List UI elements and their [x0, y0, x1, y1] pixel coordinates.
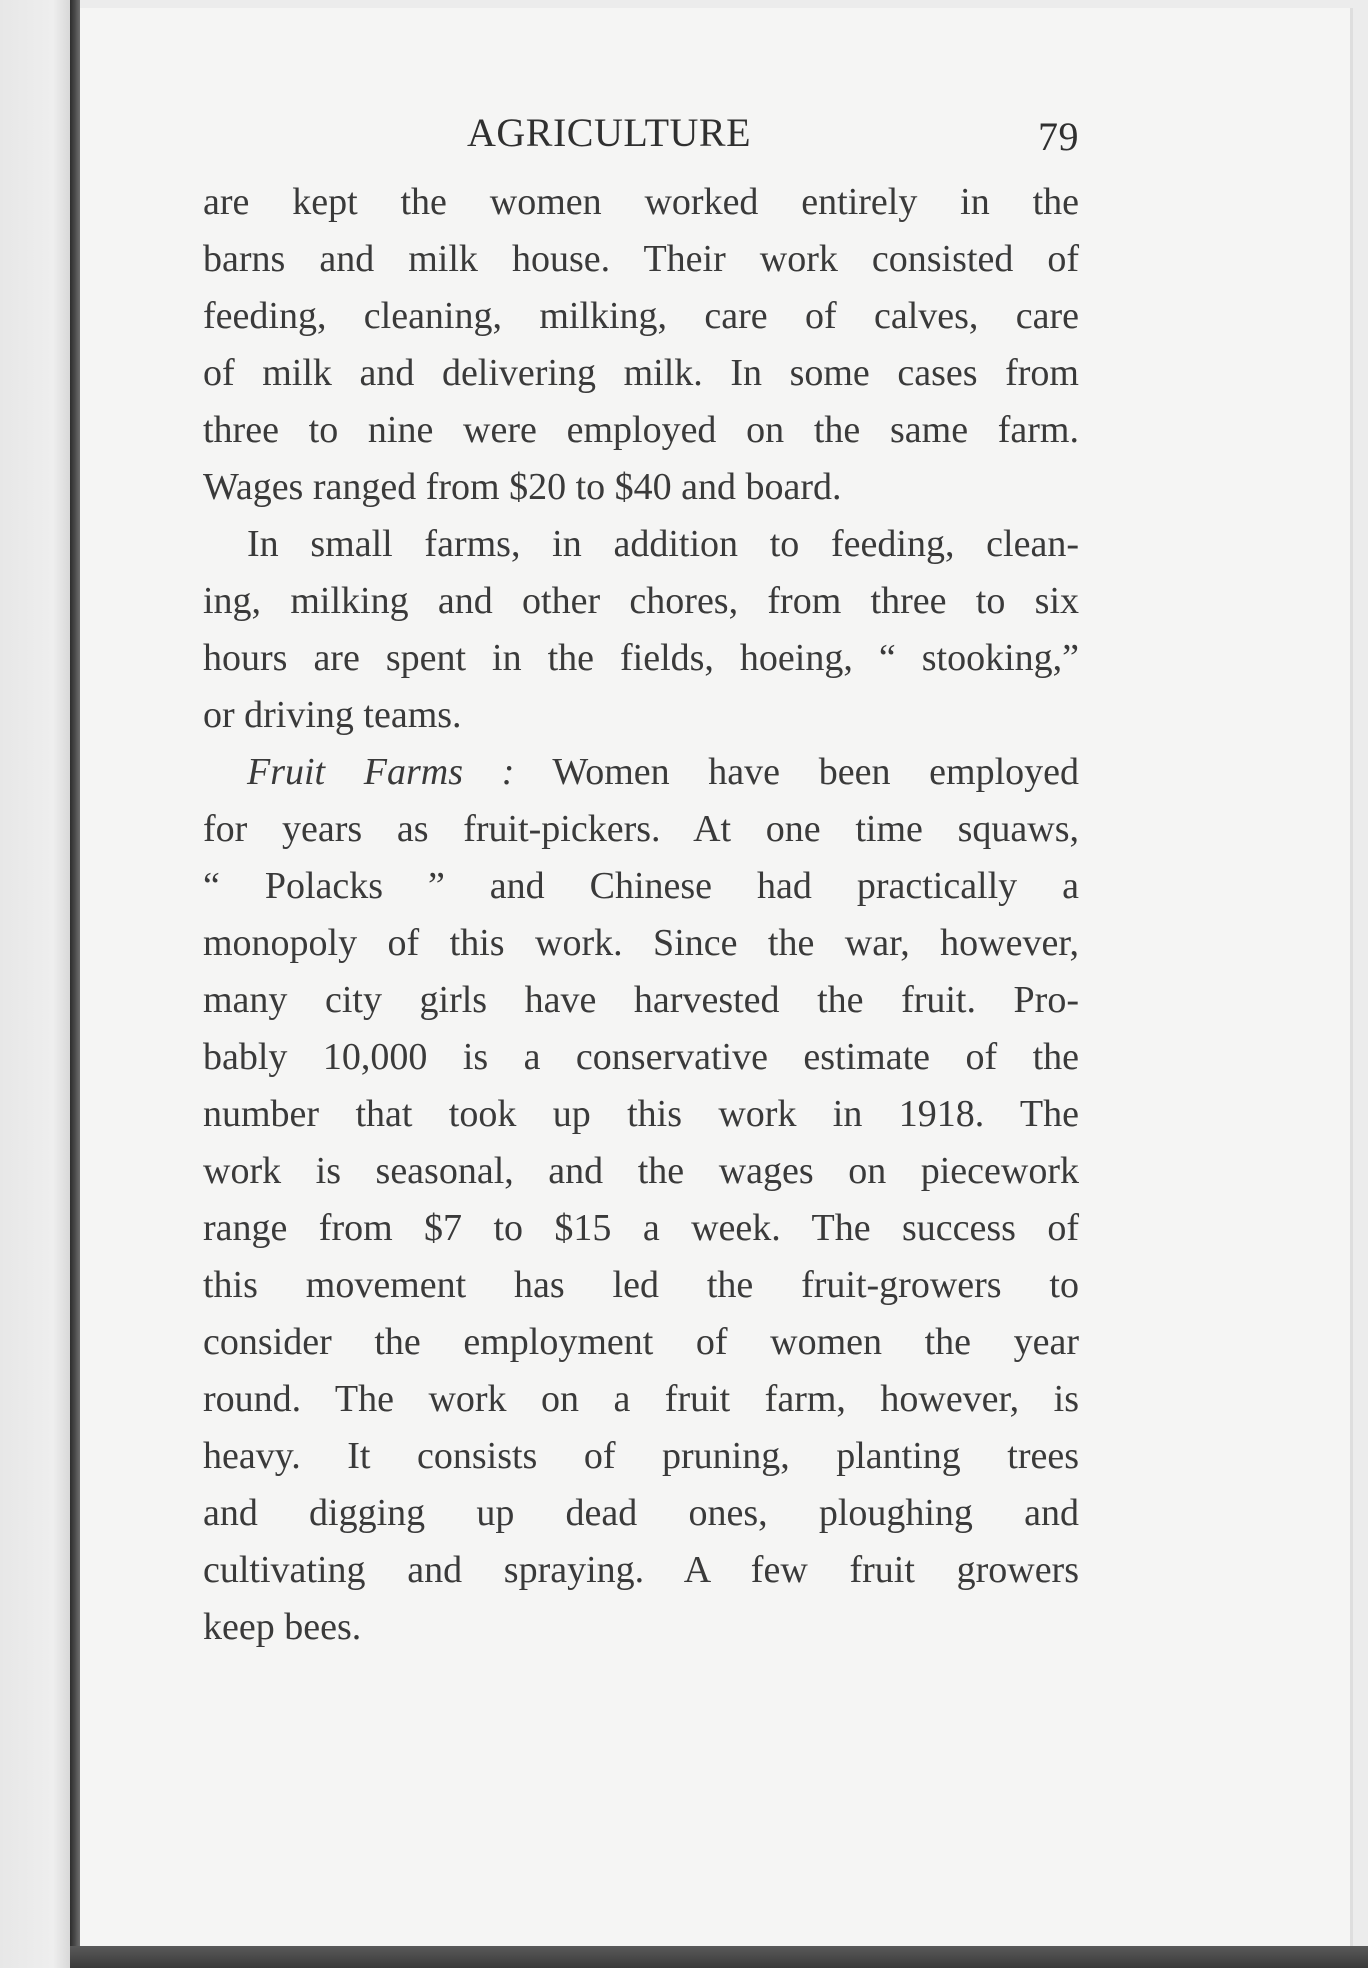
text-line: this movement has led the fruit-growers to: [203, 1264, 1079, 1306]
paragraph-3: [203, 744, 1079, 1656]
text-line: round. The work on a fruit farm, however, is: [203, 1378, 1079, 1420]
text-line: heavy. It consists of pruning, planting trees: [203, 1435, 1079, 1477]
text-line: range from $7 to $15 a week. The success of: [203, 1207, 1079, 1249]
text-line: In small farms, in addition to feeding, clean-: [247, 523, 1079, 565]
text-line: bably 10,000 is a conservative estimate of the: [203, 1036, 1079, 1078]
text-line: many city girls have harvested the fruit. Pro-: [203, 979, 1079, 1021]
text-line: keep bees.: [203, 1606, 362, 1648]
text-line: feeding, cleaning, milking, care of calves, care: [203, 295, 1079, 337]
text-line: and digging up dead ones, ploughing and: [203, 1492, 1079, 1534]
text-line: three to nine were employed on the same farm.: [203, 409, 1079, 451]
text-line: for years as fruit-pickers. At one time squaws,: [203, 808, 1079, 850]
text-line: work is seasonal, and the wages on piecework: [203, 1150, 1079, 1192]
facing-page-edge: [0, 0, 76, 1968]
text-line: cultivating and spraying. A few fruit growers: [203, 1549, 1079, 1591]
text-line: ing, milking and other chores, from three to six: [203, 580, 1079, 622]
text-line: “ Polacks ” and Chinese had practically a: [203, 865, 1079, 907]
text-line: monopoly of this work. Since the war, however,: [203, 922, 1079, 964]
page-number: 79: [1038, 114, 1079, 159]
text-line: number that took up this work in 1918. The: [203, 1093, 1079, 1135]
text-line: consider the employment of women the year: [203, 1321, 1079, 1363]
section-lead-italic: Fruit Farms :: [247, 751, 515, 793]
text-line: hours are spent in the fields, hoeing, “ stooking,”: [203, 637, 1079, 679]
paragraph-1: [203, 174, 1079, 516]
paragraph-2: [203, 516, 1079, 744]
page-text: [203, 104, 1079, 1656]
text-line: barns and milk house. Their work consisted of: [203, 238, 1079, 280]
text-line: are kept the women worked entirely in the: [203, 181, 1079, 223]
running-head: [203, 104, 1079, 174]
page-bottom-shadow: [70, 1946, 1368, 1968]
text-line: Wages ranged from $20 to $40 and board.: [203, 466, 842, 508]
binding-shadow: [70, 0, 80, 1968]
running-head-title: AGRICULTURE: [467, 110, 752, 155]
text-line-with-lead: [203, 744, 1079, 801]
text-line: of milk and delivering milk. In some cases from: [203, 352, 1079, 394]
text-line: Women have been employed: [552, 751, 1079, 793]
text-line: or driving teams.: [203, 694, 462, 736]
